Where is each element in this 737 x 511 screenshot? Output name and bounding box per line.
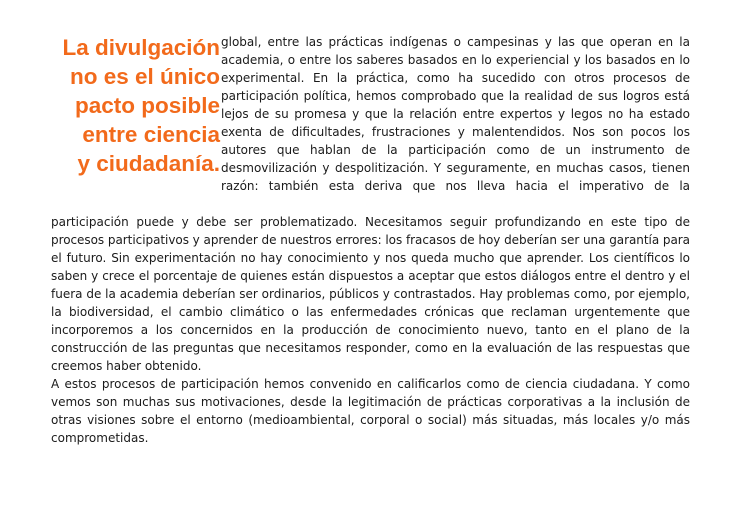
pull-quote-line: no es el único xyxy=(69,64,220,89)
text-line: incorporemos a los concernidos en la producción de conocimiento nuevo, tanto en el plano de la xyxy=(51,323,690,337)
text-line: vemos son muchas sus motivaciones, desde la legitimación de prácticas corporativas a la inclusión de xyxy=(51,395,690,409)
text-line: construcción de las preguntas que necesitamos responder, como en la evaluación de las respuestas que xyxy=(51,341,690,355)
text-line: experimental. En la práctica, como ha sucedido con otros procesos de xyxy=(221,71,690,85)
text-line: global, entre las prácticas indígenas o campesinas y las que operan en la xyxy=(221,35,690,49)
body-text-full-width xyxy=(51,213,690,447)
text-line: academia, o entre los saberes basados en lo experiencial y los basados en lo xyxy=(221,53,690,67)
text-line: otras visiones sobre el entorno (medioambiental, corporal o social) más situadas, más locales y/o más xyxy=(51,413,690,427)
text-line: autores que hablan de la participación como de un instrumento de xyxy=(221,143,690,157)
text-line: fuera de la academia deberían ser ordinarios, públicos y contrastados. Hay problemas como, por ejemplo, xyxy=(51,287,690,301)
pull-quote-line: entre ciencia xyxy=(82,122,220,147)
text-line: la biodiversidad, el cambio climático o las enfermedades crónicas que reclaman urgentemente que xyxy=(51,305,690,319)
text-line: lejos de su promesa y que la relación entre expertos y legos no ha estado xyxy=(221,107,690,121)
text-line: el futuro. Sin experimentación no hay conocimiento y nos queda mucho que aprender. Los científicos lo xyxy=(51,251,690,265)
text-line: creemos haber obtenido. xyxy=(51,359,202,373)
text-line: procesos participativos y aprender de nuestros errores: los fracasos de hoy deberían ser una garantía para xyxy=(51,233,690,247)
text-line: exenta de dificultades, frustraciones y malentendidos. Nos son pocos los xyxy=(221,125,690,139)
pull-quote xyxy=(30,33,220,178)
text-line: comprometidas. xyxy=(51,431,149,445)
text-line: desmovilización y despolitización. Y seguramente, en muchas casos, tienen xyxy=(221,161,690,175)
text-line: participación política, hemos comprobado que la realidad de sus logros está xyxy=(221,89,690,103)
text-line: saben y crece el porcentaje de quienes están dispuestos a aceptar que estos diálogos entre el dentro y el xyxy=(51,269,690,283)
pull-quote-line: pacto posible xyxy=(74,93,220,118)
pull-quote-line: La divulgación xyxy=(62,35,220,60)
text-line: A estos procesos de participación hemos convenido en calificarlos como de ciencia ciudadana. Y como xyxy=(51,377,690,391)
text-line: razón: también esta deriva que nos lleva hacia el imperativo de la xyxy=(221,179,690,193)
pull-quote-line: y ciudadanía. xyxy=(77,151,220,176)
text-line: participación puede y debe ser problematizado. Necesitamos seguir profundizando en este tipo de xyxy=(51,215,690,229)
body-text-right-column xyxy=(221,33,690,195)
